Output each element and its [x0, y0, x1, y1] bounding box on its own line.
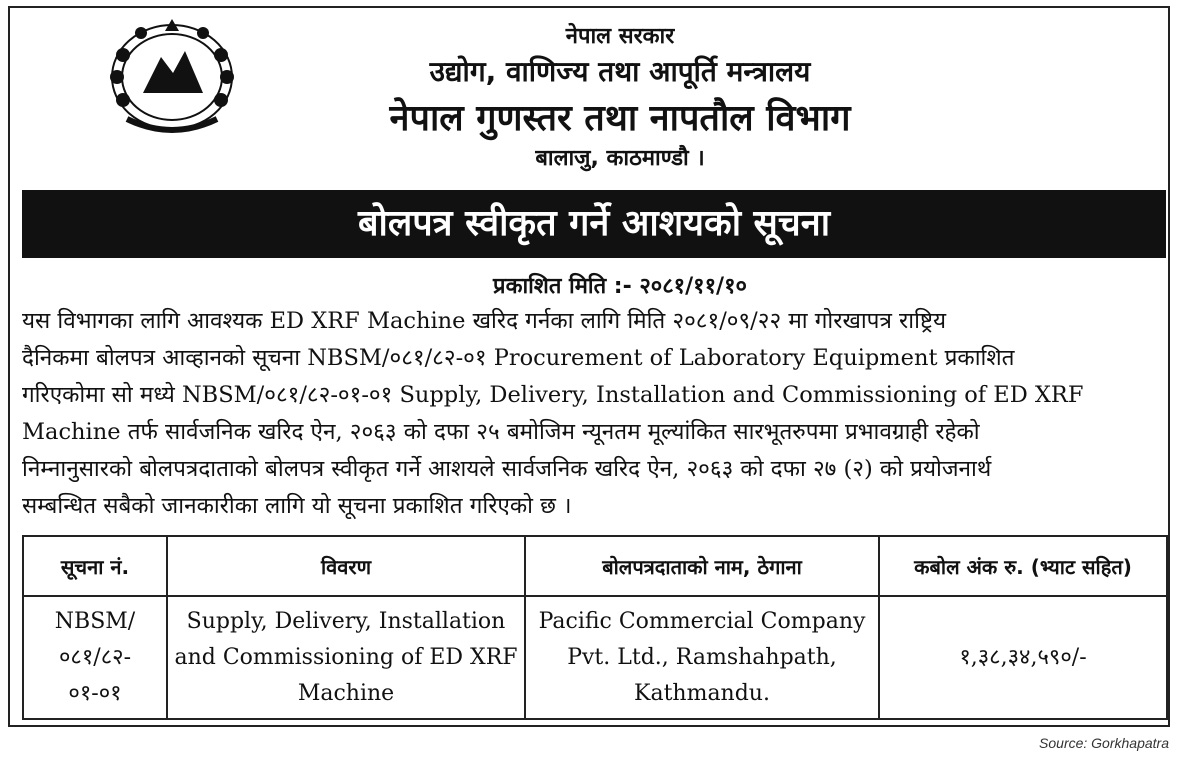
ministry-name: उद्योग, वाणिज्य तथा आपूर्ति मन्त्रालय: [429, 55, 811, 88]
body-line: यस विभागका लागि आवश्यक ED XRF Machine खरिद गर्नका लागि मिति २०८१/०९/२२ मा गोरखापत्र राष्ट्रिय: [22, 308, 947, 334]
cell-description: Supply, Delivery, Installation and Commissioning of ED XRF Machine: [167, 596, 525, 719]
header-notice-no: सूचना नं.: [23, 536, 167, 596]
body-line: गरिएकोमा सो मध्ये NBSM/०८१/८२-०१-०१ Supply, Delivery, Installation and Commissioning of ED XRF: [22, 382, 1084, 408]
award-table: [22, 535, 1168, 720]
body-line: निम्नानुसारको बोलपत्रदाताको बोलपत्र स्वीकृत गर्ने आशयले सार्वजनिक खरिद ऐन, २०६३ को दफा २७ (२) को प्रयोजनार्थ: [22, 456, 992, 482]
cell-notice-no: NBSM/ ०८१/८२- ०१-०१: [23, 596, 167, 719]
header-description: विवरण: [167, 536, 525, 596]
notice-body: [22, 303, 1166, 525]
cell-amount: १,३८,३४,५९०/-: [879, 596, 1167, 719]
cell-bidder: Pacific Commercial Company Pvt. Ltd., Ramshahpath, Kathmandu.: [525, 596, 879, 719]
government-name: नेपाल सरकार: [565, 24, 675, 49]
body-line: दैनिकमा बोलपत्र आव्हानको सूचना NBSM/०८१/८२-०१ Procurement of Laboratory Equipment प्रकाशित: [22, 345, 1015, 371]
source-credit: Source: Gorkhapatra: [1039, 735, 1169, 751]
department-address: बालाजु, काठमाण्डौ ।: [535, 146, 705, 171]
department-name: नेपाल गुणस्तर तथा नापतौल विभाग: [389, 98, 851, 139]
published-date: प्रकाशित मिति :- २०८१/११/१०: [493, 274, 747, 299]
table-header-row: [23, 536, 1167, 596]
body-line: सम्बन्धित सबैको जानकारीका लागि यो सूचना प्रकाशित गरिएको छ ।: [22, 493, 572, 519]
table-row: [23, 596, 1167, 719]
header-amount: कबोल अंक रु. (भ्याट सहित): [879, 536, 1167, 596]
header-bidder: बोलपत्रदाताको नाम, ठेगाना: [525, 536, 879, 596]
notice-title: बोलपत्र स्वीकृत गर्ने आशयको सूचना: [22, 190, 1166, 258]
body-line: Machine तर्फ सार्वजनिक खरिद ऐन, २०६३ को दफा २५ बमोजिम न्यूनतम मूल्यांकित सारभूतरुपमा प्रभावग्राही रहेको: [22, 419, 980, 445]
nepal-emblem-icon: [103, 15, 241, 143]
